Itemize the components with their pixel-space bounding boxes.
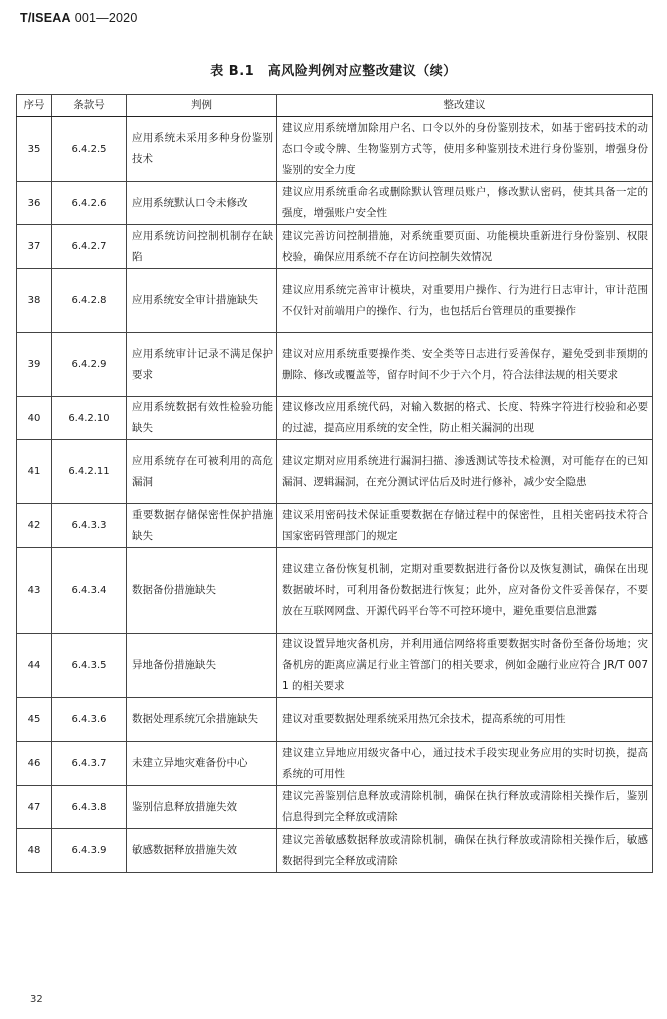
table-row bbox=[17, 397, 653, 440]
row-case: 敏感数据释放措施失效 bbox=[127, 829, 277, 873]
document-header bbox=[20, 11, 137, 25]
row-case: 未建立异地灾难备份中心 bbox=[127, 742, 277, 786]
table-row bbox=[17, 698, 653, 742]
row-case: 异地备份措施缺失 bbox=[127, 634, 277, 698]
page-number: 32 bbox=[30, 994, 43, 1005]
table-title: 表 B.1 高风险判例对应整改建议（续） bbox=[210, 64, 457, 79]
row-case: 应用系统未采用多种身份鉴别技术 bbox=[127, 117, 277, 182]
row-number: 41 bbox=[17, 440, 52, 504]
row-clause: 6.4.3.8 bbox=[52, 786, 127, 829]
row-case: 应用系统安全审计措施缺失 bbox=[127, 269, 277, 333]
row-clause: 6.4.2.11 bbox=[52, 440, 127, 504]
row-clause: 6.4.2.10 bbox=[52, 397, 127, 440]
row-clause: 6.4.3.7 bbox=[52, 742, 127, 786]
row-case: 重要数据存储保密性保护措施缺失 bbox=[127, 504, 277, 548]
row-advice: 建议对重要数据处理系统采用热冗余技术，提高系统的可用性 bbox=[277, 698, 653, 742]
table-row bbox=[17, 182, 653, 225]
row-clause: 6.4.2.9 bbox=[52, 333, 127, 397]
standard-number: 001—2020 bbox=[74, 11, 138, 25]
row-advice: 建议完善敏感数据释放或清除机制，确保在执行释放或清除相关操作后，敏感数据得到完全释放或清除 bbox=[277, 829, 653, 873]
row-advice: 建议应用系统增加除用户名、口令以外的身份鉴别技术，如基于密码技术的动态口令或令牌、生物鉴别方式等，使用多种鉴别技术进行身份鉴别，增强身份鉴别的安全力度 bbox=[277, 117, 653, 182]
row-advice: 建议完善鉴别信息释放或清除机制，确保在执行释放或清除相关操作后，鉴别信息得到完全释放或清除 bbox=[277, 786, 653, 829]
row-advice: 建议应用系统完善审计模块，对重要用户操作、行为进行日志审计，审计范围不仅针对前端用户的操作、行为，也包括后台管理员的重要操作 bbox=[277, 269, 653, 333]
row-number: 48 bbox=[17, 829, 52, 873]
row-case: 应用系统数据有效性检验功能缺失 bbox=[127, 397, 277, 440]
row-advice: 建议建立异地应用级灾备中心，通过技术手段实现业务应用的实时切换，提高系统的可用性 bbox=[277, 742, 653, 786]
row-advice: 建议定期对应用系统进行漏洞扫描、渗透测试等技术检测，对可能存在的已知漏洞、逻辑漏洞，在充分测试评估后及时进行修补，减少安全隐患 bbox=[277, 440, 653, 504]
row-advice: 建议修改应用系统代码，对输入数据的格式、长度、特殊字符进行校验和必要的过滤，提高应用系统的安全性，防止相关漏洞的出现 bbox=[277, 397, 653, 440]
row-number: 45 bbox=[17, 698, 52, 742]
row-advice: 建议设置异地灾备机房，并利用通信网络将重要数据实时备份至备份场地；灾备机房的距离应满足行业主管部门的相关要求，例如金融行业应符合 JR/T 0071 的相关要求 bbox=[277, 634, 653, 698]
col-header-no: 序号 bbox=[17, 95, 52, 117]
table-row bbox=[17, 742, 653, 786]
col-header-advice: 整改建议 bbox=[277, 95, 653, 117]
table-row bbox=[17, 634, 653, 698]
row-advice: 建议应用系统重命名或删除默认管理员账户，修改默认密码，使其具备一定的强度，增强账户安全性 bbox=[277, 182, 653, 225]
row-clause: 6.4.2.5 bbox=[52, 117, 127, 182]
table-row bbox=[17, 829, 653, 873]
row-advice: 建议采用密码技术保证重要数据在存储过程中的保密性，且相关密码技术符合国家密码管理部门的规定 bbox=[277, 504, 653, 548]
row-clause: 6.4.2.6 bbox=[52, 182, 127, 225]
row-case: 应用系统默认口令未修改 bbox=[127, 182, 277, 225]
row-case: 数据备份措施缺失 bbox=[127, 548, 277, 634]
rectification-table bbox=[16, 94, 653, 873]
row-advice: 建议完善访问控制措施，对系统重要页面、功能模块重新进行身份鉴别、权限校验，确保应用系统不存在访问控制失效情况 bbox=[277, 225, 653, 269]
row-clause: 6.4.3.4 bbox=[52, 548, 127, 634]
table-header-row bbox=[17, 95, 653, 117]
row-clause: 6.4.3.3 bbox=[52, 504, 127, 548]
row-advice: 建议建立备份恢复机制，定期对重要数据进行备份以及恢复测试，确保在出现数据破坏时，可利用备份数据进行恢复；此外，应对备份文件妥善保存，不要放在互联网网盘、开源代码平台等不可控环境中，避免重要信息泄露 bbox=[277, 548, 653, 634]
row-number: 42 bbox=[17, 504, 52, 548]
row-advice: 建议对应用系统重要操作类、安全类等日志进行妥善保存，避免受到非预期的删除、修改或覆盖等，留存时间不少于六个月，符合法律法规的相关要求 bbox=[277, 333, 653, 397]
row-number: 47 bbox=[17, 786, 52, 829]
table-row bbox=[17, 333, 653, 397]
row-clause: 6.4.2.7 bbox=[52, 225, 127, 269]
row-clause: 6.4.3.6 bbox=[52, 698, 127, 742]
row-number: 37 bbox=[17, 225, 52, 269]
table-row bbox=[17, 504, 653, 548]
table-row bbox=[17, 440, 653, 504]
row-clause: 6.4.3.9 bbox=[52, 829, 127, 873]
standard-org: T/ISEAA bbox=[20, 11, 71, 25]
row-case: 应用系统存在可被利用的高危漏洞 bbox=[127, 440, 277, 504]
row-case: 数据处理系统冗余措施缺失 bbox=[127, 698, 277, 742]
table-row bbox=[17, 269, 653, 333]
row-number: 44 bbox=[17, 634, 52, 698]
table-row bbox=[17, 225, 653, 269]
row-number: 43 bbox=[17, 548, 52, 634]
row-clause: 6.4.3.5 bbox=[52, 634, 127, 698]
row-case: 应用系统访问控制机制存在缺陷 bbox=[127, 225, 277, 269]
col-header-case: 判例 bbox=[127, 95, 277, 117]
row-number: 46 bbox=[17, 742, 52, 786]
row-number: 35 bbox=[17, 117, 52, 182]
row-number: 36 bbox=[17, 182, 52, 225]
row-number: 39 bbox=[17, 333, 52, 397]
row-case: 鉴别信息释放措施失效 bbox=[127, 786, 277, 829]
row-number: 40 bbox=[17, 397, 52, 440]
table-row bbox=[17, 548, 653, 634]
row-clause: 6.4.2.8 bbox=[52, 269, 127, 333]
row-number: 38 bbox=[17, 269, 52, 333]
col-header-clause: 条款号 bbox=[52, 95, 127, 117]
row-case: 应用系统审计记录不满足保护要求 bbox=[127, 333, 277, 397]
table-row bbox=[17, 117, 653, 182]
table-row bbox=[17, 786, 653, 829]
